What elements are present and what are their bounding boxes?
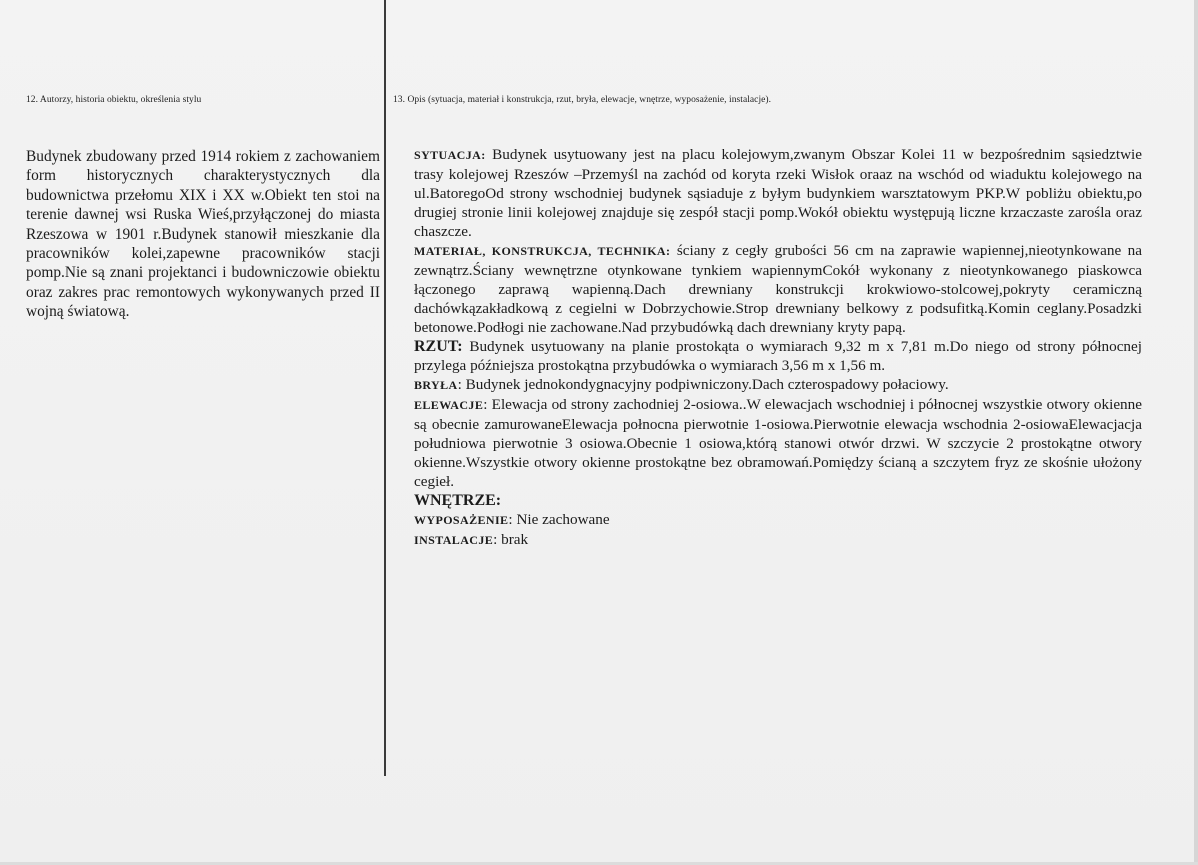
- section-wnetrze: [414, 491, 1142, 510]
- section-text-elewacje: : Elewacja od strony zachodniej 2-osiowa..W elewacjach wschodniej i północnej wszystkie otwory okienne są obecnie zamurowaneElewacja połnocna pierwotnie 1-osiowa.Pierwotnie elewacja wschodnia 2-osiowaElewacjacja południowa pierwotnie 3 osiowa.Obecnie 1 osiowa,którą stanowi otwór drzwi. W szczycie 2 prostokątne otwory okienne.Wszystkie otwory okienne prostokątne bez obramowań.Pomiędzy ścianą a szczytem fryz ze skośnie ułożony cegieł.: [414, 396, 1142, 490]
- section-label-material: MATERIAŁ, KONSTRUKCJA, TECHNIKA:: [414, 244, 671, 258]
- section-text-sytuacja: Budynek usytuowany jest na placu kolejowym,zwanym Obszar Kolei 11 w bezpośrednim sąsiedztwie trasy kolejowej Rzeszów –Przemyśl na zachód od koryta rzeki Wisłok oraaz na wschód od wiaduktu kolejowego na ul.BatoregoOd strony wschodniej budynek sąsiaduje z byłym budynkiem warsztatowym PKP.W pobliżu obiektu,po drugiej stronie linii kolejowej znajduje się zespół stacji pomp.Wokół obiektu występują liczne krzaczaste zarośla oraz chaszcze.: [414, 146, 1142, 240]
- column-divider: [384, 0, 386, 776]
- description-body: [414, 145, 1142, 550]
- section-label-instalacje: INSTALACJE: [414, 533, 494, 547]
- section-label-sytuacja: SYTUACJA:: [414, 148, 486, 162]
- section-text-rzut: Budynek usytuowany na planie prostokąta o wymiarach 9,32 m x 7,81 m.Do niego od strony północnej przylega późniejsza prostokątna przybudówka o wymiarach 3,56 m x 1,56 m.: [414, 338, 1142, 374]
- section-label-bryla: BRYŁA: [414, 378, 458, 392]
- section-text-bryla: : Budynek jednokondygnacyjny podpiwniczony.Dach czterospadowy połaciowy.: [457, 376, 949, 393]
- right-column-heading: 13. Opis (sytuacja, materiał i konstrukcja, rzut, bryła, elewacje, wnętrze, wyposażenie, instalacje).: [393, 95, 772, 105]
- section-label-wyposazenie: WYPOSAŻENIE: [414, 513, 509, 527]
- section-wyposazenie: [414, 510, 1142, 530]
- section-label-rzut: RZUT:: [414, 338, 463, 355]
- section-label-elewacje: ELEWACJE: [414, 398, 484, 412]
- section-text-instalacje: : brak: [493, 531, 529, 548]
- page-edge-right: [1194, 0, 1198, 865]
- section-rzut: [414, 337, 1142, 375]
- section-sytuacja: [414, 145, 1142, 241]
- section-label-wnetrze: WNĘTRZE:: [414, 492, 502, 509]
- left-column-heading: 12. Autorzy, historia obiektu, określenia stylu: [26, 95, 202, 105]
- section-bryla: [414, 375, 1142, 395]
- left-column-body: Budynek zbudowany przed 1914 rokiem z zachowaniem form historycznych charakterystycznych dla budownictwa przełomu XIX i XX w.Obiekt ten stoi na terenie dawnej wsi Ruska Wieś,przyłączonej do miasta Rzeszowa w 1901 r.Budynek stanowił mieszkanie dla pracowników kolei,zapewne pracowników stacji pomp.Nie są znani projektanci i budowniczowie obiektu oraz zakres prac remontowych wykonywanych przed II wojną światową.: [26, 148, 380, 321]
- section-elewacje: [414, 395, 1142, 491]
- section-material: [414, 241, 1142, 337]
- section-text-wyposazenie: : Nie zachowane: [508, 511, 610, 528]
- section-instalacje: [414, 530, 1142, 550]
- section-text-material: ściany z cegły grubości 56 cm na zaprawie wapiennej,nieotynkowane na zewnątrz.Ściany wewnętrzne otynkowane tynkiem wapiennymCokół wykonany z nieotynkowanego piaskowca łączonego zaprawą wapienną.Dach drewniany konstrukcji krokwiowo-stolcowej,pokryty ceramiczną dachówkązakładkową z cegielni w Dobrzychowie.Strop drewniany belkowy z podsufitką.Komin ceglany.Posadzki betonowe.Podłogi nie zachowane.Nad przybudówką dach drewniany kryty papą.: [414, 242, 1142, 336]
